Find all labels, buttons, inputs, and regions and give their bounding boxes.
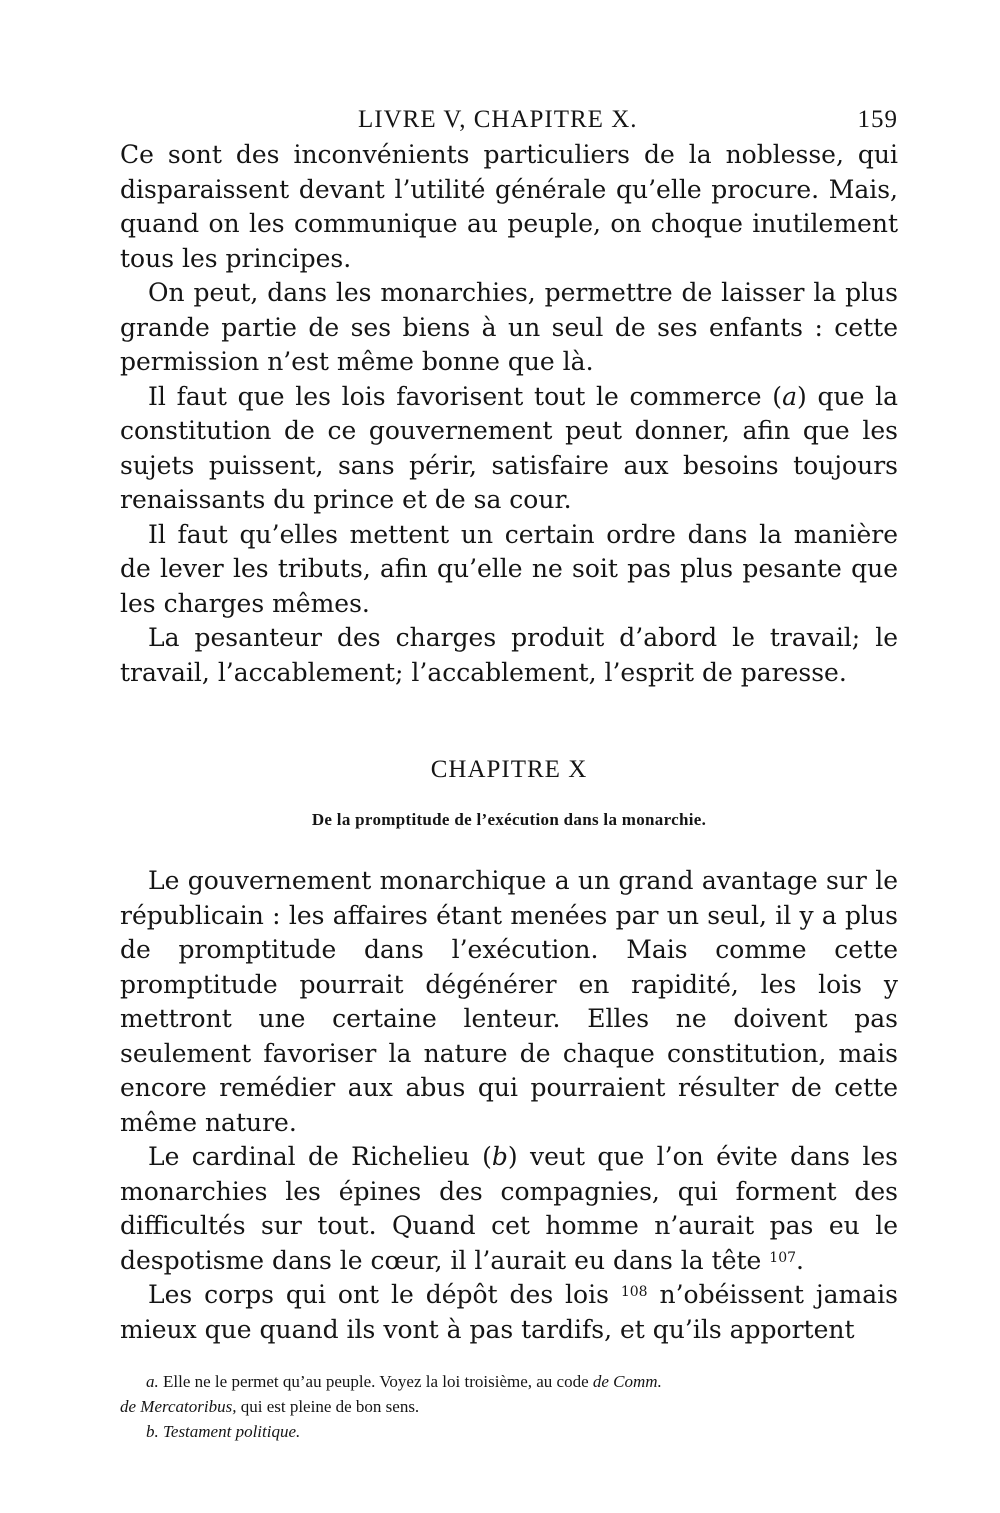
paragraph-text: ) que la constitution de ce gouvernement peut donner, afin que les sujets puissent, sans périr, satisfaire aux besoins toujours renaissants du prince et de sa cour. (120, 381, 898, 514)
note-reference: 107 (769, 1249, 797, 1266)
running-title: LIVRE V, CHAPITRE X. (358, 106, 638, 133)
paragraph: Ce sont des inconvénients particuliers de la noblesse, qui disparaissent devant l’utilité générale qu’elle procure. Mais, quand on les communique au peuple, on choque inutilement tous les principes. (120, 140, 898, 273)
paragraph: La pesanteur des charges produit d’abord le travail; le travail, l’accablement; l’accablement, l’esprit de paresse. (120, 623, 898, 687)
footnote-marker-b: b (491, 1142, 508, 1171)
chapter-header (120, 756, 898, 830)
page-number: 159 (857, 106, 898, 133)
top-body-text (120, 138, 898, 690)
paragraph-text: . (796, 1245, 804, 1275)
footnote-marker: b. (146, 1422, 159, 1441)
note-reference: 108 (620, 1284, 648, 1300)
footnotes (120, 1369, 898, 1444)
footnote-italic: de Comm. (592, 1372, 662, 1391)
paragraph-text: Les corps qui ont le dépôt des lois (148, 1280, 621, 1309)
chapter-body-text (120, 864, 898, 1347)
paragraph-text: Le cardinal de Richelieu ( (148, 1142, 492, 1171)
paragraph-text: Il faut que les lois favorisent tout le commerce ( (148, 381, 783, 411)
footnote-b (120, 1419, 898, 1444)
paragraph: Il faut qu’elles mettent un certain ordre dans la manière de lever les tributs, afin qu’elle ne soit pas plus pesante que les charges mêmes. (120, 519, 898, 618)
running-header (120, 98, 898, 138)
paragraph (120, 380, 898, 518)
footnote-continuation (120, 1394, 898, 1419)
footnote-text: Elle ne le permet qu’au peuple. Voyez la loi troisième, au code (158, 1372, 593, 1391)
chapter-subtitle: De la promptitude de l’exécution dans la monarchie. (311, 810, 707, 829)
paragraph (120, 1278, 898, 1347)
footnote-text: qui est pleine de bon sens. (236, 1397, 420, 1416)
chapter-heading: CHAPITRE X (430, 756, 588, 783)
footnote-italic: de Mercatoribus, (120, 1397, 237, 1416)
footnote-a (120, 1369, 898, 1419)
footnote-marker-a: a (782, 381, 797, 411)
paragraph-text: n’obéissent jamais mieux que quand ils vont à pas tardifs, et qu’ils apportent (120, 1280, 898, 1344)
paragraph: Le gouvernement monarchique a un grand avantage sur le républicain : les affaires étant menées par un seul, il y a plus de promptitude dans l’exécution. Mais comme cette promptitude pourrait dégénérer en rapidité, les lois y mettront une certaine lenteur. Elles ne doivent pas seulement favoriser la nature de chaque constitution, mais encore remédier aux abus qui pourraient résulter de cette même nature. (120, 866, 898, 1137)
paragraph: On peut, dans les monarchies, permettre de laisser la plus grande partie de ses biens à un seul de ses enfants : cette permission n’est même bonne que là. (120, 278, 898, 376)
page-content (120, 98, 898, 1444)
paragraph-text: ) veut que l’on évite dans les monarchies les épines des compagnies, qui forment des difficultés sur tout. Quand cet homme n’aurait pas eu le despotisme dans le cœur, il l’aurait eu dans la tête (120, 1142, 898, 1275)
paragraph (120, 1140, 898, 1278)
footnote-marker: a. (146, 1372, 159, 1391)
footnote-italic: Testament politique. (158, 1422, 301, 1441)
